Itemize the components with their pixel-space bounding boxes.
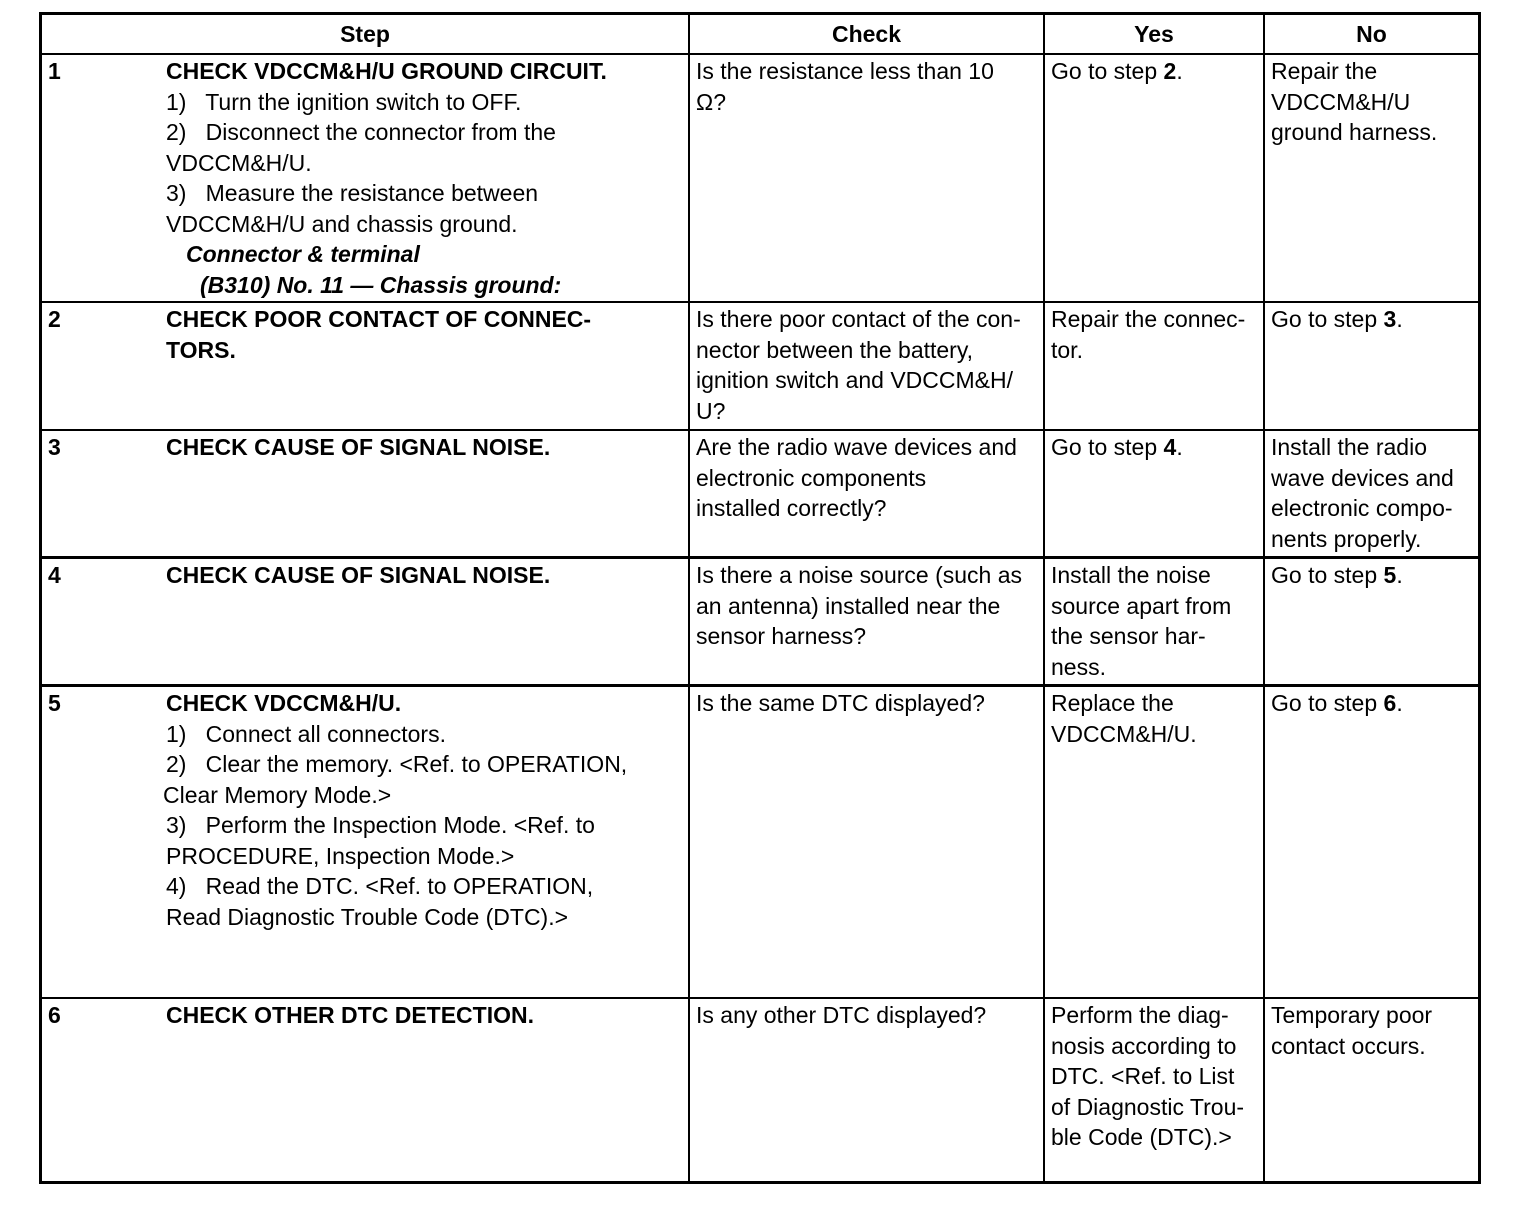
check-cell — [688, 999, 1043, 1181]
no-text: Install the radio — [1271, 434, 1427, 460]
step-number: 5 — [48, 690, 61, 716]
yes-cell — [1043, 431, 1263, 556]
check-text: Is the same DTC displayed? — [696, 690, 985, 716]
table-row — [42, 687, 1478, 999]
step-title: TORS. — [166, 336, 236, 363]
step-title: CHECK VDCCM&H/U GROUND CIRCUIT. — [166, 58, 607, 84]
no-text: Repair the — [1271, 58, 1378, 84]
header-no: No — [1263, 15, 1478, 53]
check-text: Is there a noise source (such as — [696, 562, 1022, 588]
yes-cell — [1043, 999, 1263, 1181]
no-text: Temporary poor — [1271, 1002, 1433, 1028]
step-number: 3 — [48, 434, 61, 460]
step-number: 2 — [48, 306, 61, 332]
yes-text: Repair the connec- — [1051, 306, 1246, 332]
no-text: nents properly. — [1271, 525, 1422, 552]
no-step-ref: 5 — [1383, 562, 1397, 588]
step-title: CHECK VDCCM&H/U. — [166, 690, 402, 716]
check-text: sensor harness? — [696, 623, 867, 649]
step-title: CHECK CAUSE OF SIGNAL NOISE. — [166, 562, 551, 588]
check-text: Ω? — [696, 88, 726, 115]
check-cell — [688, 559, 1043, 684]
header-check: Check — [688, 15, 1043, 53]
check-cell — [688, 687, 1043, 997]
no-cell — [1263, 431, 1478, 556]
table-row — [42, 999, 1478, 1181]
check-text: Is any other DTC displayed? — [696, 1002, 987, 1028]
table-row — [42, 303, 1478, 431]
step-instruction: 3) Measure the resistance between — [166, 180, 539, 206]
no-text: VDCCM&H/U — [1271, 88, 1411, 115]
yes-step-ref: 4 — [1163, 434, 1177, 460]
yes-step-ref: 2 — [1163, 58, 1177, 84]
check-text: an antenna) installed near the — [696, 592, 1001, 619]
step-instruction: 1) Connect all connectors. — [166, 720, 446, 747]
table-row — [42, 559, 1478, 687]
no-cell — [1263, 559, 1478, 684]
diagnostic-table — [39, 12, 1481, 1184]
check-text: Is the resistance less than 10 — [696, 58, 994, 84]
check-text: electronic components — [696, 464, 927, 491]
table-row — [42, 55, 1478, 303]
yes-text: of Diagnostic Trou- — [1051, 1093, 1245, 1120]
step-instruction: 1) Turn the ignition switch to OFF. — [166, 88, 522, 115]
yes-text: the sensor har- — [1051, 623, 1206, 649]
no-text: contact occurs. — [1271, 1032, 1426, 1059]
step-cell — [42, 303, 688, 429]
no-step-ref: 6 — [1383, 690, 1397, 716]
no-cell — [1263, 687, 1478, 997]
step-number: 4 — [48, 562, 61, 588]
yes-text: VDCCM&H/U. — [1051, 720, 1197, 747]
yes-text: Go to step 4. — [1051, 434, 1183, 460]
no-text: Go to step 3. — [1271, 306, 1403, 332]
table-header-row — [42, 15, 1478, 55]
step-instruction: VDCCM&H/U. — [166, 149, 312, 176]
yes-text: DTC. <Ref. to List — [1051, 1063, 1235, 1089]
connector-terminal-label: Connector & terminal — [186, 241, 420, 267]
step-cell — [42, 55, 688, 301]
check-text: nector between the battery, — [696, 336, 974, 363]
yes-text: tor. — [1051, 336, 1083, 363]
step-instruction: VDCCM&H/U and chassis ground. — [166, 210, 518, 237]
no-text: electronic compo- — [1271, 495, 1453, 521]
yes-cell — [1043, 55, 1263, 301]
yes-text: Replace the — [1051, 690, 1174, 716]
no-step-ref: 3 — [1383, 306, 1397, 332]
check-cell — [688, 431, 1043, 556]
step-instruction: 3) Perform the Inspection Mode. <Ref. to — [166, 812, 595, 838]
yes-text: nosis according to — [1051, 1032, 1237, 1059]
step-number: 1 — [48, 58, 61, 84]
check-text: installed correctly? — [696, 495, 887, 521]
check-text: ignition switch and VDCCM&H/ — [696, 367, 1014, 393]
step-instruction: PROCEDURE, Inspection Mode.> — [166, 842, 515, 869]
no-cell — [1263, 55, 1478, 301]
yes-cell — [1043, 559, 1263, 684]
no-text: ground harness. — [1271, 119, 1438, 145]
step-instruction: 2) Clear the memory. <Ref. to OPERATION, — [166, 751, 628, 777]
check-cell — [688, 55, 1043, 301]
step-number: 6 — [48, 1002, 61, 1028]
step-instruction: Read Diagnostic Trouble Code (DTC).> — [166, 903, 569, 930]
yes-cell — [1043, 303, 1263, 429]
yes-text: Perform the diag- — [1051, 1002, 1229, 1028]
yes-text: ble Code (DTC).> — [1051, 1124, 1232, 1150]
yes-text: source apart from — [1051, 592, 1232, 619]
check-text: Is there poor contact of the con- — [696, 306, 1021, 332]
step-cell — [42, 559, 688, 684]
table-row — [42, 431, 1478, 559]
step-title: CHECK CAUSE OF SIGNAL NOISE. — [166, 434, 551, 460]
no-text: Go to step 6. — [1271, 690, 1403, 716]
step-cell — [42, 999, 688, 1181]
no-cell — [1263, 303, 1478, 429]
step-cell — [42, 687, 688, 997]
check-cell — [688, 303, 1043, 429]
step-title: CHECK POOR CONTACT OF CONNEC- — [166, 306, 592, 332]
yes-text: Install the noise — [1051, 562, 1211, 588]
connector-terminal-spec: (B310) No. 11 — Chassis ground: — [200, 271, 562, 298]
step-cell — [42, 431, 688, 556]
step-instruction: 2) Disconnect the connector from the — [166, 119, 556, 145]
no-text: Go to step 5. — [1271, 562, 1403, 588]
step-title: CHECK OTHER DTC DETECTION. — [166, 1002, 534, 1028]
step-instruction: 4) Read the DTC. <Ref. to OPERATION, — [166, 873, 594, 899]
check-text: Are the radio wave devices and — [696, 434, 1017, 460]
header-step: Step — [340, 21, 390, 47]
yes-text: Go to step 2. — [1051, 58, 1183, 84]
step-instruction: Clear Memory Mode.> — [163, 781, 392, 808]
yes-cell — [1043, 687, 1263, 997]
header-yes: Yes — [1043, 15, 1263, 53]
no-text: wave devices and — [1271, 464, 1454, 491]
check-text: U? — [696, 397, 726, 424]
yes-text: ness. — [1051, 653, 1106, 680]
no-cell — [1263, 999, 1478, 1181]
